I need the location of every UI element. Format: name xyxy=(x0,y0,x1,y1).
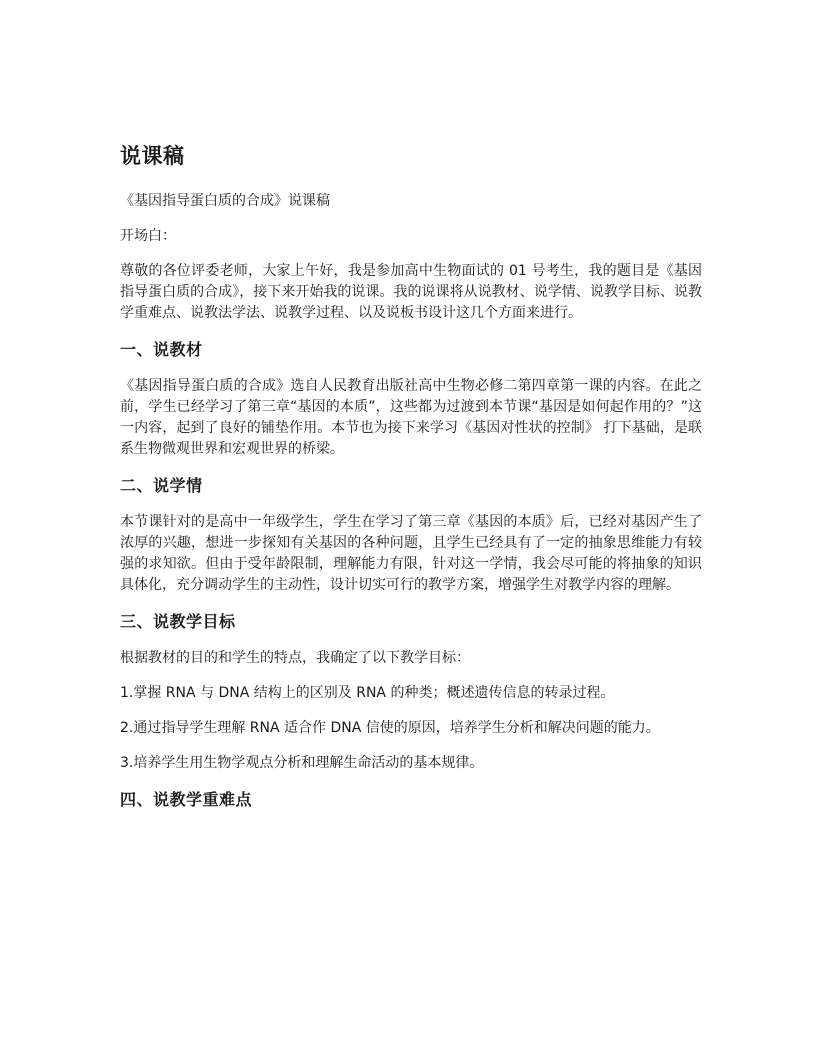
page-title: 说课稿 xyxy=(120,144,185,168)
objective-item-1: 1.掌握 RNA 与 DNA 结构上的区别及 RNA 的种类；概述遗传信息的转录过程。 xyxy=(120,685,615,701)
opening-paragraph: 尊敬的各位评委老师，大家上午好，我是参加高中生物面试的 01 号考生，我的题目是《基因指导蛋白质的合成》，接下来开始我的说课。我的说课将从说教材、说学情、说教学目标、说教学重难点、说教法学法、说教学过程、以及说板书设计这几个方面来进行。 xyxy=(120,263,702,321)
section-heading-key-points: 四、说教学重难点 xyxy=(120,790,253,809)
section-heading-textbook: 一、说教材 xyxy=(120,340,203,359)
document-body xyxy=(120,141,702,826)
section-heading-students: 二、说学情 xyxy=(120,476,203,495)
objective-item-2: 2.通过指导学生理解 RNA 适合作 DNA 信使的原因，培养学生分析和解决问题的能力。 xyxy=(120,720,660,736)
section-paragraph-textbook: 《基因指导蛋白质的合成》选自人民教育出版社高中生物必修二第四章第一课的内容。在此之前，学生已经学习了第三章“基因的本质”，这些都为过渡到本节课“基因是如何起作用的？”这一内容，起到了良好的铺垫作用。本节也为接下来学习《基因对性状的控制》 打下基础，是联系生物微观世界和宏观世界的桥梁。 xyxy=(120,378,702,457)
section-paragraph-students: 本节课针对的是高中一年级学生，学生在学习了第三章《基因的本质》后，已经对基因产生了浓厚的兴趣，想进一步探知有关基因的各种问题，且学生已经具有了一定的抽象思维能力有较强的求知欲。但由于受年龄限制，理解能力有限，针对这一学情，我会尽可能的将抽象的知识具体化，充分调动学生的主动性，设计切实可行的教学方案，增强学生对教学内容的理解。 xyxy=(120,514,702,593)
objectives-intro: 根据教材的目的和学生的特点，我确定了以下教学目标： xyxy=(120,650,470,666)
section-heading-objectives: 三、说教学目标 xyxy=(120,612,236,631)
opening-label: 开场白： xyxy=(120,228,176,244)
document-subtitle: 《基因指导蛋白质的合成》说课稿 xyxy=(120,193,330,209)
objective-item-3: 3.培养学生用生物学观点分析和理解生命活动的基本规律。 xyxy=(120,755,484,771)
